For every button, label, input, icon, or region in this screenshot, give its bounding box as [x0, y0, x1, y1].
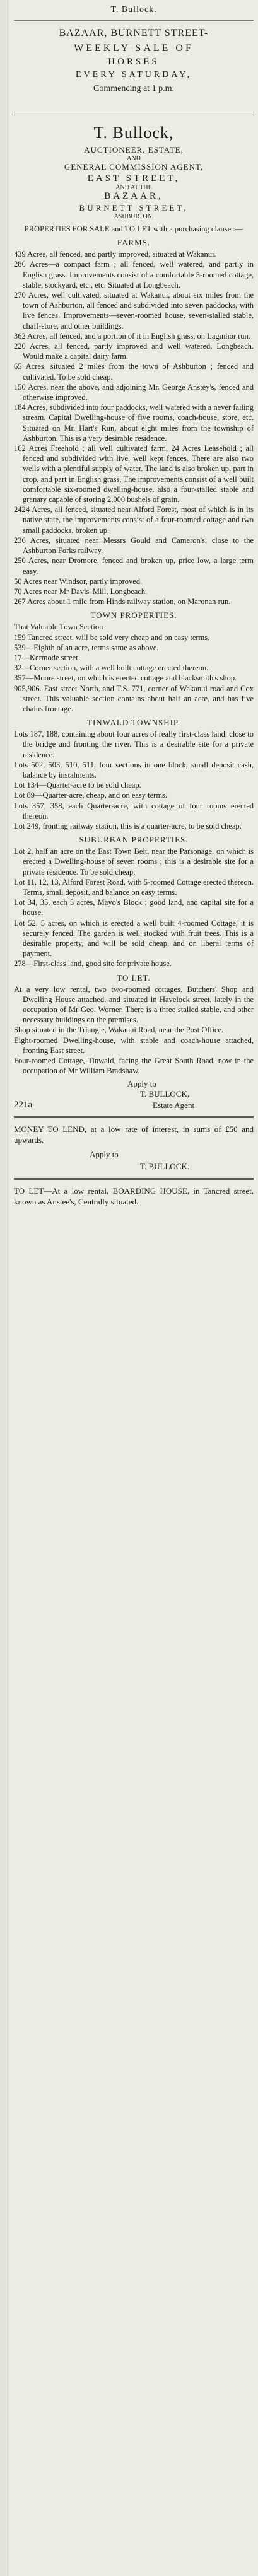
money-sig: T. BULLOCK.: [140, 1162, 190, 1171]
tolet-item: Shop situated in the Triangle, Wakanui Road, near the Post Office.: [14, 1025, 224, 1035]
farms-item: 70 Acres near Mr Davis' Mill, Longbeach.: [14, 586, 148, 596]
adjacent-column-edge: [0, 0, 9, 2576]
suburban-item: Lot 52, 5 acres, on which is erected a well built 4-roomed Cottage, it is securely fenced. The garden is well stocked with fruit trees. This is a desirable property, and will be sold cheap, and on liberal terms of payment.: [14, 918, 254, 959]
farms-item: 50 Acres near Windsor, partly improved.: [14, 576, 143, 586]
suburban-item: 278—First-class land, good site for private house.: [14, 959, 172, 969]
money-apply: Apply to: [90, 1150, 119, 1159]
rule: [14, 20, 254, 21]
rule: [14, 1178, 254, 1180]
signature-name: T. BULLOCK,: [140, 1089, 190, 1099]
properties-head: PROPERTIES FOR SALE and TO LET with a purchasing clause :—: [24, 224, 243, 233]
rule: [14, 114, 254, 115]
auctioneer-line6: BAZAAR,: [104, 191, 163, 201]
town-item: 17—Kermode street.: [14, 653, 80, 662]
tolet-list: [14, 984, 254, 1076]
farms-item: 220 Acres, all fenced, partly improved and well watered, Longbeach. Would make a capital dairy farm.: [14, 342, 254, 361]
farms-item: 236 Acres, situated near Messrs Gould and Cameron's, close to the Ashburton Forks railway.: [14, 535, 254, 556]
tinwald-item: Lots 187, 188, containing about four acres of really first-class land, close to the bridge and fronting the river. This is a desirable site for a private residence.: [14, 730, 254, 759]
every-saturday: EVERY SATURDAY,: [76, 70, 192, 79]
farms-item: 2424 Acres, all fenced, situated near Alford Forest, most of which is in its native state, the improvements consist of a four-roomed cottage and two small paddocks, broken up.: [14, 505, 254, 535]
tinwald-item: Lots 357, 358, each Quarter-acre, with cottage of four rooms erected thereon.: [14, 801, 254, 820]
tinwald-item: Lots 502, 503, 510, 511, four sections in one block, small deposit cash, balance by instalments.: [14, 760, 254, 779]
farms-item: 267 Acres about 1 mile from Hinds railway station, on Maronan run.: [14, 597, 231, 607]
farms-item: 184 Acres, subdivided into four paddocks, well watered with a never failing stream. Capital Dwelling-house of five rooms, coach-house, store, etc. Situated on Mr. Hart's Run, about eight miles from the township of Ashburton. This is a very desirable residence.: [14, 403, 254, 443]
tolet-item: Eight-roomed Dwelling-house, with stable and coach-house attached, fronting East street.: [14, 1035, 254, 1055]
suburban-item: Lot 11, 12, 13, Alford Forest Road, with 5-roomed Cottage erected thereon. Terms, small deposit, and balance on easy terms.: [14, 877, 254, 897]
signature-title: Estate Agent: [153, 1100, 195, 1110]
suburban-item: Lot 34, 35, each 5 acres, Mayo's Block ; good land, and capital site for a house.: [14, 898, 254, 918]
weekly-sale: WEEKLY SALE OF: [74, 43, 194, 54]
commencing: Commencing at 1 p.m.: [93, 84, 174, 93]
apply-to: Apply to: [127, 1079, 156, 1089]
auctioneer-line2: AND: [127, 155, 141, 162]
bazaar-title: BAZAAR, BURNETT STREET-: [59, 28, 209, 38]
ad-ref: 221a: [14, 1100, 33, 1110]
suburban-head: SUBURBAN PROPERTIES.: [79, 835, 189, 845]
auctioneer-ad: [14, 124, 254, 1111]
farms-item: 286 Acres—a compact farm ; all fenced, well watered, and partly in English grass. Improvements consist of a comfortable 5-roomed cottage, stable, stockyard, etc., etc. Situated at Longbeach.: [14, 260, 254, 289]
auctioneer-line3: GENERAL COMMISSION AGENT,: [64, 162, 204, 172]
town-head: TOWN PROPERTIES.: [90, 610, 177, 621]
town-sub: That Valuable Town Section: [14, 622, 103, 632]
tolet-head: TO LET.: [117, 972, 151, 982]
farms-list: [14, 249, 254, 607]
bazaar-ad-body: [14, 28, 254, 94]
town-item: 159 Tancred street, will be sold very cheap and on easy terms.: [14, 632, 210, 642]
money-to-lend-ad: [14, 1124, 254, 1172]
suburban-item: Lot 2, half an acre on the East Town Belt, near the Parsonage, on which is erected a Dwelling-house of seven rooms ; this is a desirable site for a private residence. To be sold cheap.: [14, 847, 254, 877]
farms-item: 362 Acres, all fenced, and a portion of it in English grass, on Lagmhor run.: [14, 331, 250, 341]
tinwald-item: Lot 89—Quarter-acre, cheap, and on easy terms.: [14, 791, 168, 800]
town-item: 539—Eighth of an acre, terms same as above.: [14, 643, 159, 652]
money-to-lend-text: MONEY TO LEND, at a low rate of interest, in sums of £50 and upwards.: [14, 1124, 254, 1145]
tolet-item: Four-roomed Cottage, Tinwald, facing the Great South Road, now in the occupation of Mr William Bradshaw.: [14, 1056, 254, 1076]
farms-item: 250 Acres, near Dromore, fenced and broken up, price low, a large term easy.: [14, 556, 254, 576]
town-item: 32—Corner section, with a well built cottage erected thereon.: [14, 663, 209, 673]
tinwald-item: Lot 249, fronting railway station, this is a quarter-acre, to be sold cheap.: [14, 821, 242, 830]
horses: HORSES: [108, 57, 160, 67]
auctioneer-line5: AND AT THE: [115, 184, 152, 191]
boarding-house-text: TO LET—At a low rental, BOARDING HOUSE, in Tancred street, known as Anstee's, Centrally situated.: [14, 1186, 254, 1206]
farms-item: 162 Acres Freehold ; all well cultivated farm, 24 Acres Leasehold ; all fenced and subdivided with live, well kept fences. There are also two wells with a plentiful supply of water. The land is also broken up, part in crop, and part in English grass. The improvements consist of a well built comfortable six-roomed dwelling-house, also a four-stalled stable and granary capable of storing 2,000 bushels of grain.: [14, 444, 254, 504]
farms-item: 439 Acres, all fenced, and partly improved, situated at Wakanui.: [14, 250, 216, 259]
auctioneer-name: T. Bullock,: [93, 124, 174, 142]
bazaar-ad-header: T. Bullock.: [110, 5, 157, 15]
town-item: 905,906. East street North, and T.S. 771, corner of Wakanui road and Cox street. This valuable section contains about half an acre, and has five chains frontage.: [14, 684, 254, 713]
auctioneer-line8: ASHBURTON.: [114, 213, 154, 220]
farms-item: 270 Acres, well cultivated, situated at Wakanui, about six miles from the town of Ashburton, all fenced and subdivided into seven paddocks, with live fences. Improvements—seven-roomed house, seven-stalled stable, chaff-store, and other buildings.: [14, 291, 254, 330]
town-list: [14, 632, 254, 714]
auctioneer-signature: [14, 1078, 254, 1111]
bazaar-ad: [14, 5, 254, 15]
farms-item: 150 Acres, near the above, and adjoining Mr. George Anstey's, fenced and otherwise improved.: [14, 382, 254, 402]
tinwald-item: Lot 134—Quarter-acre to be sold cheap.: [14, 781, 141, 790]
farms-head: FARMS.: [117, 238, 151, 248]
farms-item: 65 Acres, situated 2 miles from the town of Ashburton ; fenced and cultivated. To be sold cheap.: [14, 362, 254, 382]
tolet-item: At a very low rental, two two-roomed cottages. Butchers' Shop and Dwelling House attached, and situated in Havelock street, lately in the occupation of Mr Geo. Worner. There is a three stalled stable, and other necessary buildings on the premises.: [14, 984, 254, 1025]
auctioneer-line1: AUCTIONEER, ESTATE,: [84, 145, 184, 154]
rule: [14, 1116, 254, 1118]
tinwald-list: [14, 729, 254, 831]
auctioneer-line7: BURNETT STREET,: [79, 203, 189, 213]
suburban-list: [14, 846, 254, 969]
tinwald-head: TINWALD TOWNSHIP.: [87, 718, 180, 728]
auctioneer-line4: EAST STREET,: [87, 173, 180, 184]
town-item: 357—Moore street, on which is erected cottage and blacksmith's shop.: [14, 673, 237, 683]
boarding-house-ad: [14, 1186, 254, 1207]
